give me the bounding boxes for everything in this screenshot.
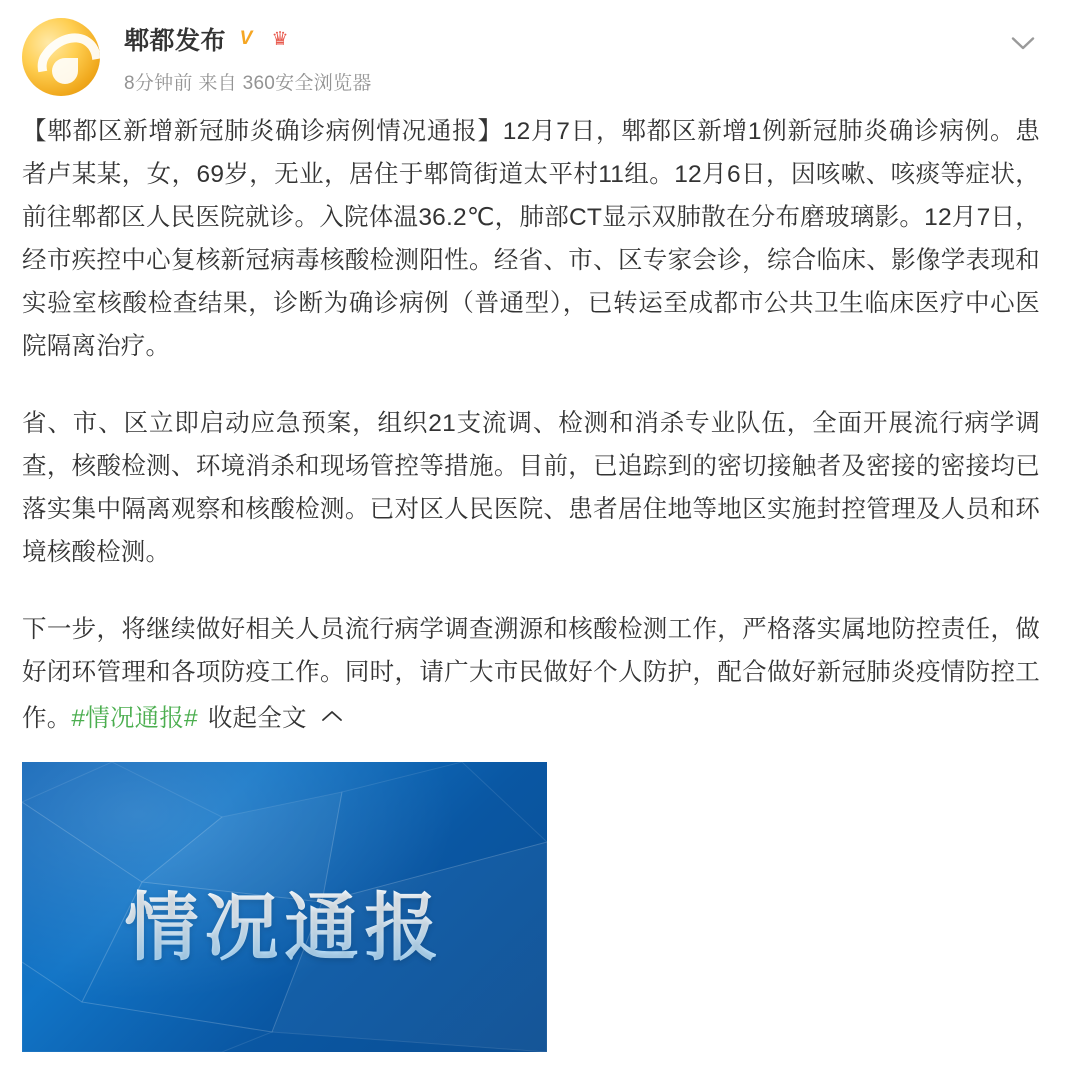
post-header	[22, 18, 1040, 96]
post-paragraph-3-text: 下一步，将继续做好相关人员流行病学调查溯源和核酸检测工作，严格落实属地防控责任，做好闭环管理和各项防疫工作。同时，请广大市民做好个人防护，配合做好新冠肺炎疫情防控工作。	[22, 616, 1040, 732]
crown-badge-icon[interactable]: ♛	[271, 28, 289, 50]
author-info	[124, 18, 1040, 95]
hashtag-link[interactable]: #情况通报#	[71, 705, 198, 732]
author-name-row	[124, 24, 1040, 54]
post-source[interactable]: 360安全浏览器	[242, 73, 372, 94]
source-prefix: 来自	[198, 73, 237, 94]
avatar[interactable]	[22, 18, 100, 96]
chevron-down-icon[interactable]	[1006, 26, 1040, 60]
chevron-up-icon[interactable]	[321, 694, 343, 737]
verified-badge-icon[interactable]: V	[239, 28, 253, 49]
author-name[interactable]: 郫都发布	[124, 27, 227, 55]
image-caption: 情况通报	[125, 869, 445, 975]
post-paragraph-3	[22, 608, 1040, 740]
post-time: 8分钟前	[124, 73, 193, 94]
post-image[interactable]	[22, 762, 547, 1052]
post-content	[22, 110, 1040, 740]
post-paragraph-2: 省、市、区立即启动应急预案，组织21支流调、检测和消杀专业队伍，全面开展流行病学调查，核酸检测、环境消杀和现场管控等措施。目前，已追踪到的密切接触者及密接的密接均已落实集中隔离观察和核酸检测。已对区人民医院、患者居住地等地区实施封控管理及人员和环境核酸检测。	[22, 410, 1040, 566]
post-paragraph-1: 【郫都区新增新冠肺炎确诊病例情况通报】12月7日，郫都区新增1例新冠肺炎确诊病例。患者卢某某，女，69岁，无业，居住于郫筒街道太平村11组。12月6日，因咳嗽、咳痰等症状，前往郫都区人民医院就诊。入院体温36.2℃，肺部CT显示双肺散在分布磨玻璃影。12月7日，经市疾控中心复核新冠病毒核酸检测阳性。经省、市、区专家会诊，综合临床、影像学表现和实验室核酸检查结果，诊断为确诊病例（普通型），已转运至成都市公共卫生临床医疗中心医院隔离治疗。	[22, 118, 1040, 360]
collapse-text-button[interactable]: 收起全文	[207, 705, 307, 732]
post-meta	[124, 68, 1040, 95]
